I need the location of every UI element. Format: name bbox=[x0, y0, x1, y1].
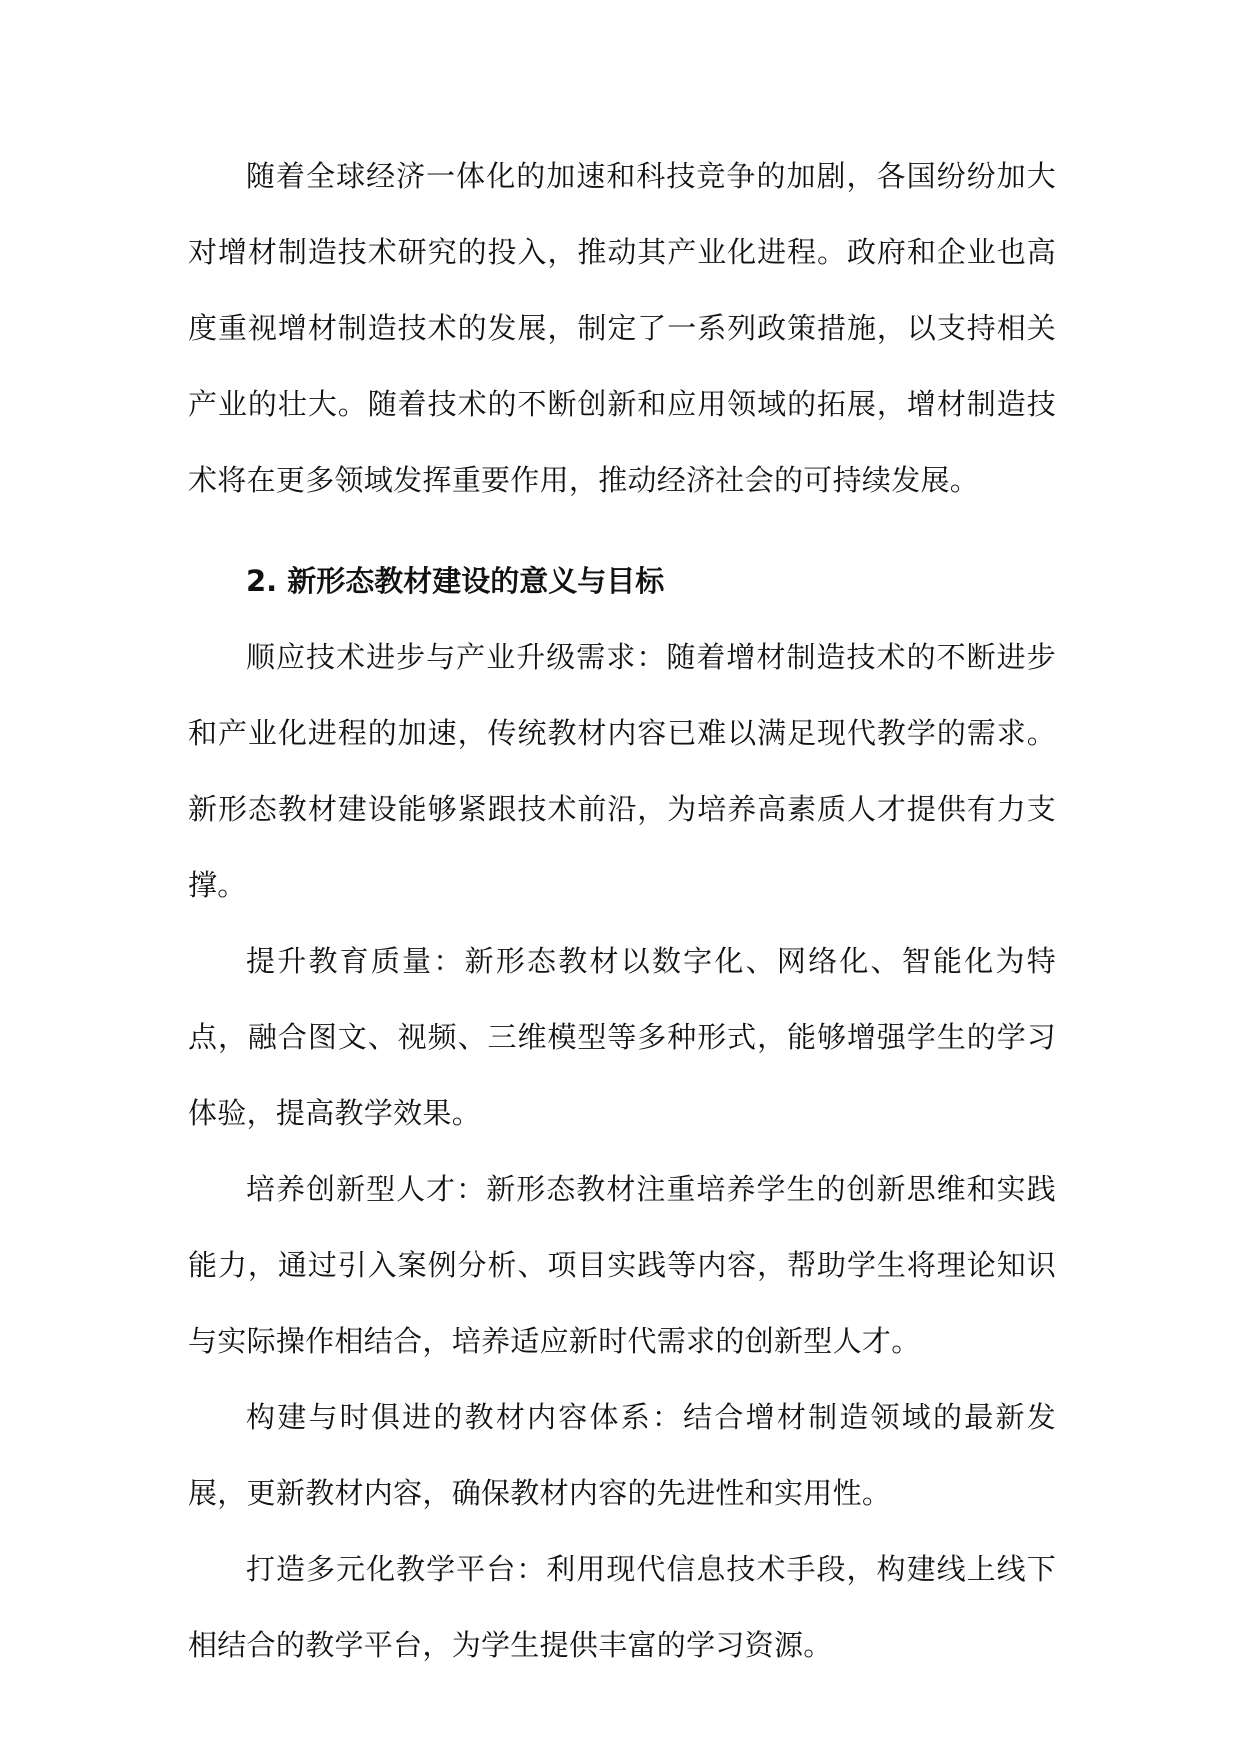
paragraph-teaching-platform: 打造多元化教学平台：利用现代信息技术手段，构建线上线下相结合的教学平台，为学生提供丰富的学习资源。 bbox=[188, 1552, 1056, 1662]
section-heading: 2. 新形态教材建设的意义与目标 bbox=[246, 564, 665, 598]
intro-paragraph: 随着全球经济一体化的加速和科技竞争的加剧，各国纷纷加大对增材制造技术研究的投入，推动其产业化进程。政府和企业也高度重视增材制造技术的发展，制定了一系列政策措施，以支持相关产业的壮大。随着技术的不断创新和应用领域的拓展，增材制造技术将在更多领域发挥重要作用，推动经济社会的可持续发展。 bbox=[188, 159, 1056, 497]
paragraph-innovative-talent: 培养创新型人才：新形态教材注重培养学生的创新思维和实践能力，通过引入案例分析、项目实践等内容，帮助学生将理论知识与实际操作相结合，培养适应新时代需求的创新型人才。 bbox=[188, 1172, 1056, 1358]
paragraph-education-quality: 提升教育质量：新形态教材以数字化、网络化、智能化为特点，融合图文、视频、三维模型等多种形式，能够增强学生的学习体验，提高教学效果。 bbox=[188, 944, 1056, 1130]
paragraph-tech-progress: 顺应技术进步与产业升级需求：随着增材制造技术的不断进步和产业化进程的加速，传统教材内容已难以满足现代教学的需求。新形态教材建设能够紧跟技术前沿，为培养高素质人才提供有力支撑。 bbox=[188, 640, 1056, 902]
paragraph-content-system: 构建与时俱进的教材内容体系：结合增材制造领域的最新发展，更新教材内容，确保教材内容的先进性和实用性。 bbox=[188, 1400, 1056, 1510]
intro-section bbox=[188, 138, 1056, 518]
section-meaning-goals bbox=[188, 543, 1056, 1683]
